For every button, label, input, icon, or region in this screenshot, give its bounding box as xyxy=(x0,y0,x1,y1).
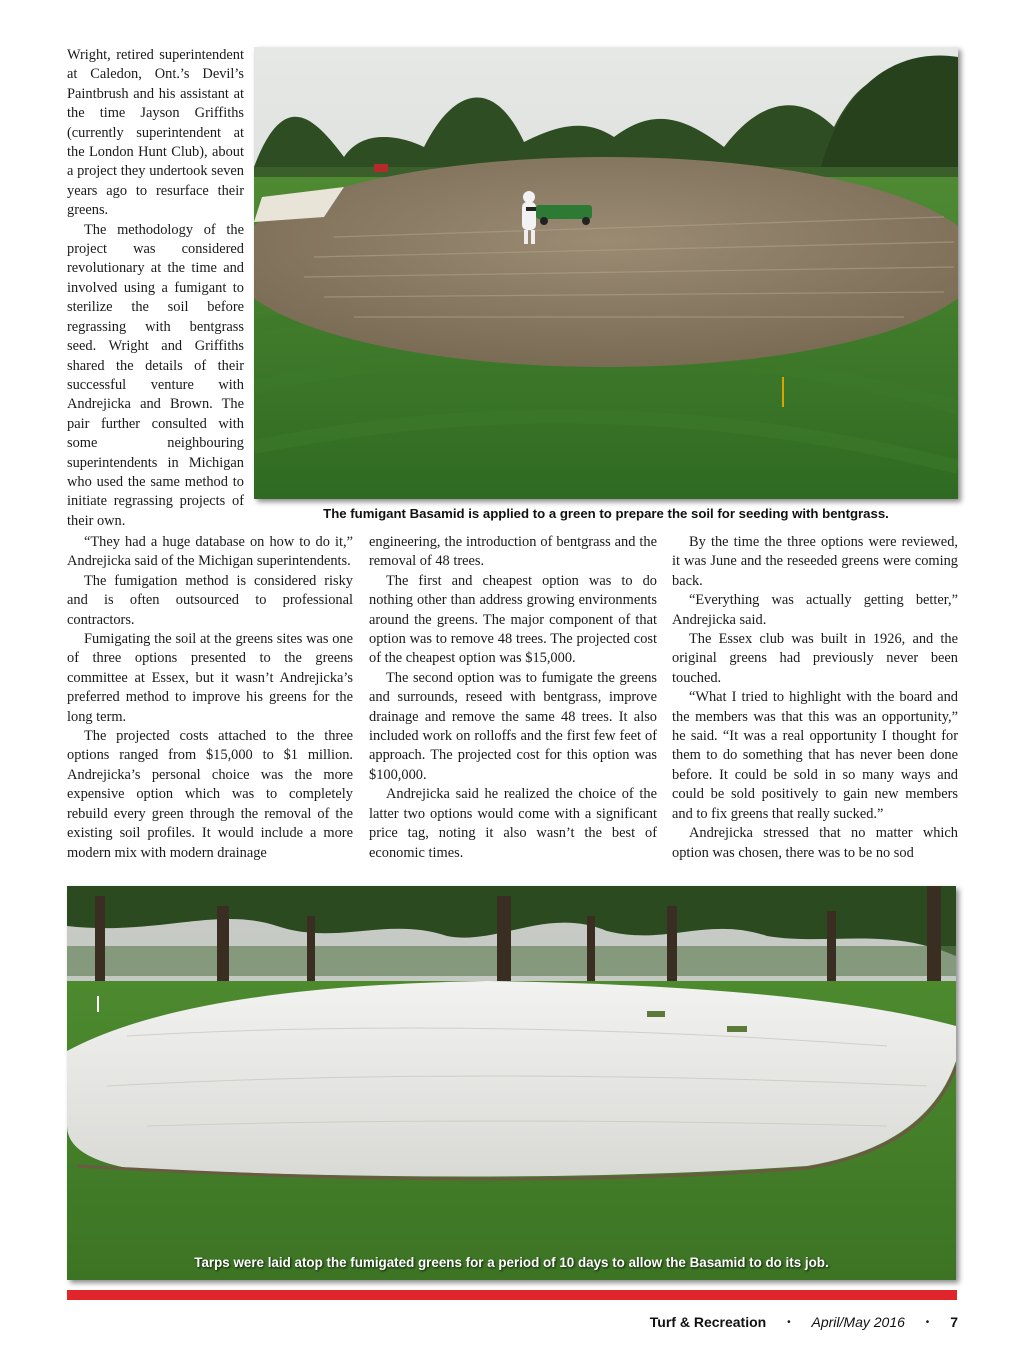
photo1-caption: The fumigant Basamid is applied to a green to prepare the soil for seeding with bentgrass. xyxy=(323,506,889,521)
col3-paragraph-5: Andrejicka stressed that no matter which option was chosen, there was to be no sod xyxy=(672,825,958,861)
col1-paragraph-4: The projected costs attached to the three options ranged from $15,000 to $1 million. Andrejicka’s personal choice was the more expensive option which was to completely rebuild every green through the removal of the existing soil profiles. It would include a more modern mix with modern drainage xyxy=(67,728,353,861)
col3-paragraph-2: “Everything was actually getting better,” Andrejicka said. xyxy=(672,592,958,628)
photo2-caption: Tarps were laid atop the fumigated greens for a period of 10 days to allow the Basamid to do its job. xyxy=(194,1255,829,1270)
article-column-3 xyxy=(672,533,958,863)
col3-paragraph-1: By the time the three options were reviewed, it was June and the reseeded greens were coming back. xyxy=(672,534,958,589)
col2-paragraph-2: The second option was to fumigate the greens and surrounds, reseed with bentgrass, improve drainage and remove the same 48 trees. It also included work on rolloffs and the first few feet of approach. The projected cost for this option was $100,000. xyxy=(369,669,657,783)
page-number: 7 xyxy=(950,1314,958,1330)
col1-paragraph-2: The fumigation method is considered risky and is often outsourced to professional contractors. xyxy=(67,572,353,628)
article-column-1 xyxy=(67,533,353,863)
col2-paragraph-1: The first and cheapest option was to do nothing other than address growing environments around the greens. The major component of that option was to remove 48 trees. The projected cost of the cheapest option was $15,000. xyxy=(369,572,657,667)
col3-paragraph-3: The Essex club was built in 1926, and the original greens had previously never been touched. xyxy=(672,631,958,686)
footer-separator: • xyxy=(925,1317,930,1328)
photo-fumigant-application xyxy=(254,47,958,499)
col2-lead: engineering, the introduction of bentgrass and the removal of 48 trees. xyxy=(369,534,657,570)
article-column-2 xyxy=(369,533,657,863)
col1-paragraph-1: “They had a huge database on how to do it,” Andrejicka said of the Michigan superintendents. xyxy=(67,534,353,570)
intro-paragraph-1: Wright, retired superintendent at Caledon, Ont.’s Devil’s Paintbrush and his assistant at the time Jayson Griffiths (currently superintendent at the London Hunt Club), about a project they undertook seven years ago to resurface their greens. xyxy=(67,47,244,219)
issue-date: April/May 2016 xyxy=(811,1314,905,1330)
col2-paragraph-3: Andrejicka said he realized the choice of the latter two options would come with a significant price tag, noting it also wasn’t the best of economic times. xyxy=(369,786,657,861)
photo-tarped-green xyxy=(67,886,956,1280)
footer-separator: • xyxy=(787,1317,791,1328)
col1-paragraph-3: Fumigating the soil at the greens sites was one of three options presented to the greens committee at Essex, but it wasn’t Andrejicka’s preferred method to improve his greens for the long term. xyxy=(67,631,353,725)
intro-column xyxy=(67,46,244,531)
publication-name: Turf & Recreation xyxy=(649,1314,767,1330)
page-footer xyxy=(650,1314,958,1330)
col3-paragraph-4: “What I tried to highlight with the board and the members was that this was an opportunity,” he said. “It was a real opportunity I thought for them to do something that has never been done before. It could be sold in so many ways and could be sold positively to gain new members and to fix greens that really sucked.” xyxy=(672,689,958,822)
footer-accent-bar xyxy=(67,1290,957,1300)
intro-paragraph-2: The methodology of the project was considered revolutionary at the time and involved using a fumigant to sterilize the soil before regrassing with bentgrass seed. Wright and Griffiths shared the details of their successful venture with Andrejicka and Brown. The pair further consulted with some neighbouring superintendents in Michigan who used the same method to initiate regrassing projects of their own. xyxy=(67,221,244,529)
